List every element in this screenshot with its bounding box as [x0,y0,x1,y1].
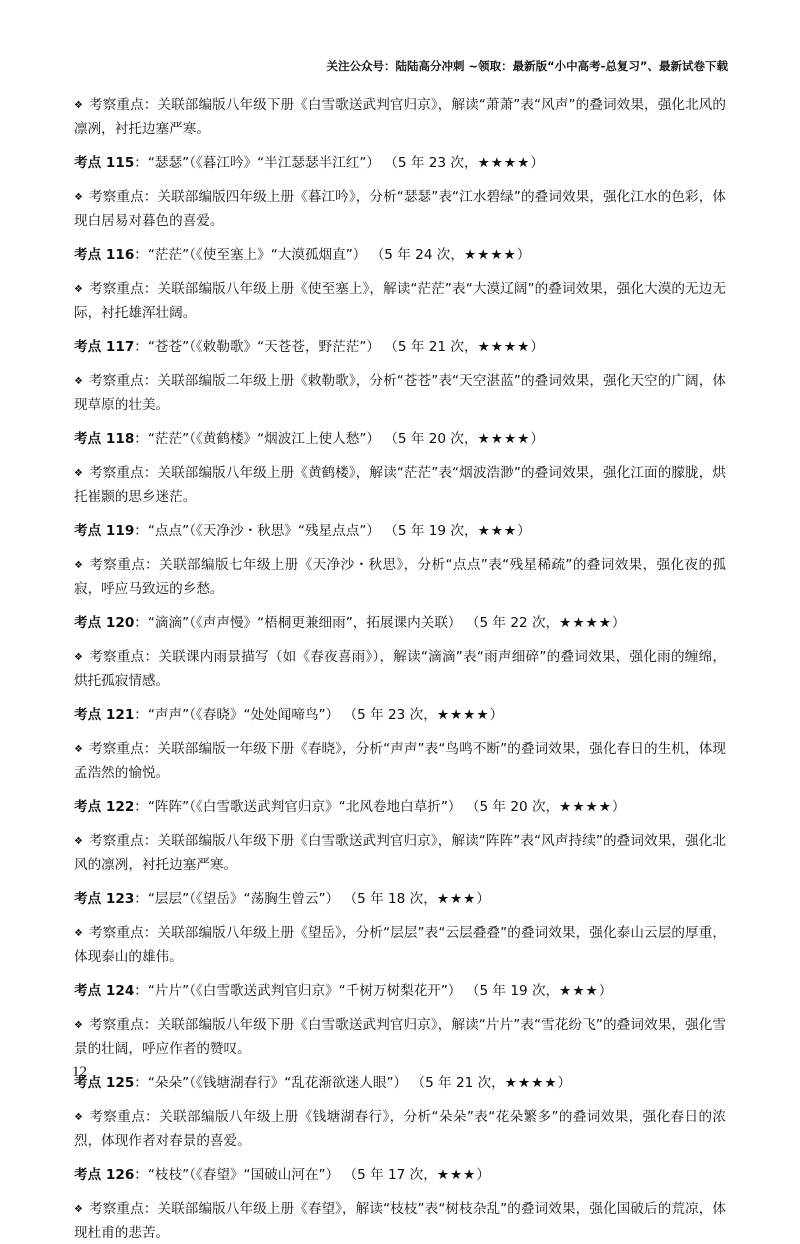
exam-point-list [74,152,726,1244]
star-rating: ★★★★ [464,247,517,263]
exam-point-frequency: （5 年 24 次， [370,247,464,263]
exam-focus-text: 考察重点：关联部编版七年级上册《天净沙・秋思》，分析“点点”表“残星稀疏”的叠词效果，强化夜的孤寂，呼应马致远的乡愁。 [74,557,727,597]
exam-point-heading [74,1164,726,1186]
exam-point-frequency: （5 年 20 次， [384,431,478,447]
exam-focus-text: 考察重点：关联部编版二年级上册《敕勒歌》，分析“苍苍”表“天空湛蓝”的叠词效果，强化天空的广阔，体现草原的壮美。 [74,373,726,413]
diamond-bullet-icon: ❖ [74,744,84,755]
exam-point-frequency: （5 年 23 次， [384,155,478,171]
exam-point-close: ） [476,891,490,907]
star-rating: ★★★★ [436,707,490,723]
exam-point-frequency: （5 年 21 次， [384,339,478,355]
exam-point-heading [74,612,726,634]
diamond-bullet-icon: ❖ [74,928,84,939]
exam-point-heading [74,1072,726,1094]
exam-focus-paragraph [74,554,726,600]
exam-point-close: ） [476,1167,490,1183]
diamond-bullet-icon: ❖ [74,192,84,203]
diamond-bullet-icon: ❖ [74,1112,84,1123]
exam-point-heading [74,244,726,266]
exam-focus-paragraph [74,830,726,876]
exam-point-heading [74,520,726,542]
exam-focus-text: 考察重点：关联部编版八年级上册《春望》，解读“枝枝”表“树枝杂乱”的叠词效果，强化国破后的荒凉，体现杜甫的悲苦。 [74,1201,726,1241]
exam-point-frequency: （5 年 19 次， [384,523,478,539]
page-number: 12 [72,1064,87,1080]
page-header: 关注公众号：陆陆高分冲刺 ~领取：最新版“小中高考-总复习”、最新试卷下载 [326,59,728,73]
exam-point-title: ：“滴滴”（《声声慢》“梧桐更兼细雨”，拓展课内关联） [134,615,462,631]
exam-point-title: ：“片片”（《白雪歌送武判官归京》“千树万树梨花开”） [134,983,462,999]
exam-point-id: 考点 126 [74,1167,135,1183]
exam-focus-paragraph [74,1014,726,1060]
exam-point-id: 考点 118 [74,431,135,447]
exam-focus-text: 考察重点：关联部编版八年级下册《白雪歌送武判官归京》，解读“阵阵”表“风声持续”的叠词效果，强化北风的凛冽，衬托边塞严寒。 [74,833,726,873]
exam-point-close: ） [611,799,626,815]
star-rating: ★★★★ [559,615,612,631]
exam-point-heading [74,428,726,450]
exam-focus-paragraph [74,462,726,508]
exam-point-close: ） [598,983,613,999]
diamond-bullet-icon: ❖ [74,468,84,479]
exam-point-close: ） [530,431,544,447]
exam-point-frequency: （5 年 21 次， [411,1075,505,1091]
diamond-bullet-icon: ❖ [74,560,84,571]
exam-point-close: ） [557,1075,572,1091]
star-rating: ★★★ [477,523,518,539]
diamond-bullet-icon: ❖ [74,1020,84,1031]
exam-point-title: ：“声声”（《春晓》“处处闻啼鸟”） [134,707,340,723]
exam-focus-text: 考察重点：关联部编版四年级上册《暮江吟》，分析“瑟瑟”表“江水碧绿”的叠词效果，强化江水的色彩，体现白居易对暮色的喜爱。 [74,189,726,229]
exam-point-close: ） [516,247,531,263]
exam-point-close: ） [489,707,504,723]
exam-point-title: ：“茫茫”（《使至塞上》“大漠孤烟直”） [134,247,367,263]
star-rating: ★★★★ [477,431,531,447]
exam-point-heading [74,888,726,910]
exam-focus-paragraph [74,738,726,784]
exam-focus-text: 考察重点：关联部编版八年级上册《黄鹤楼》，解读“茫茫”表“烟波浩渺”的叠词效果，强化江面的朦胧，烘托崔颢的思乡迷茫。 [74,465,726,505]
exam-point-title: ：“点点”（《天净沙・秋思》“残星点点”） [134,523,380,539]
star-rating: ★★★ [436,1167,477,1183]
exam-point-close: ） [517,523,531,539]
exam-point-frequency: （5 年 17 次， [343,1167,437,1183]
exam-point-close: ） [530,339,544,355]
exam-point-heading [74,336,726,358]
exam-point-frequency: （5 年 20 次， [465,799,560,815]
exam-point-heading [74,796,726,818]
exam-focus-paragraph [74,646,726,692]
exam-focus-text: 考察重点：关联部编版一年级下册《春晓》，分析“声声”表“鸟鸣不断”的叠词效果，强化春日的生机，体现孟浩然的愉悦。 [74,741,726,781]
exam-point-id: 考点 123 [74,891,135,907]
exam-point-frequency: （5 年 22 次， [465,615,560,631]
star-rating: ★★★★ [477,155,531,171]
star-rating: ★★★★ [504,1075,558,1091]
diamond-bullet-icon: ❖ [74,652,84,663]
diamond-bullet-icon: ❖ [74,1204,84,1215]
exam-point-title: ：“茫茫”（《黄鹤楼》“烟波江上使人愁”） [134,431,380,447]
star-rating: ★★★★ [477,339,531,355]
exam-focus-text: 考察重点：关联部编版八年级上册《望岳》，分析“层层”表“云层叠叠”的叠词效果，强化泰山云层的厚重，体现泰山的雄伟。 [74,925,726,965]
exam-point-id: 考点 116 [74,247,135,263]
exam-focus-text: 考察重点：关联部编版八年级上册《使至塞上》，解读“茫茫”表“大漠辽阔”的叠词效果，强化大漠的无边无际，衬托雄浑壮阔。 [74,281,726,321]
exam-point-id: 考点 122 [74,799,135,815]
exam-point-title: ：“阵阵”（《白雪歌送武判官归京》“北风卷地白草折”） [134,799,462,815]
exam-point-id: 考点 125 [74,1075,135,1091]
exam-point-frequency: （5 年 19 次， [465,983,560,999]
diamond-bullet-icon: ❖ [74,284,84,295]
exam-point-id: 考点 115 [74,155,135,171]
exam-point-id: 考点 119 [74,523,135,539]
star-rating: ★★★★ [559,799,612,815]
exam-point-heading [74,704,726,726]
star-rating: ★★★ [559,983,599,999]
exam-focus-text: 考察重点：关联部编版八年级下册《白雪歌送武判官归京》，解读“萧萧”表“风声”的叠词效果，强化北风的凛冽，衬托边塞严寒。 [74,97,726,137]
exam-point-heading [74,152,726,174]
exam-focus-paragraph [74,278,726,324]
exam-point-title: ：“枝枝”（《春望》“国破山河在”） [134,1167,340,1183]
exam-point-heading [74,980,726,1002]
exam-point-id: 考点 120 [74,615,135,631]
exam-point-title: ：“苍苍”（《敕勒歌》“天苍苍，野茫茫”） [134,339,380,355]
exam-point-title: ：“朵朵”（《钱塘湖春行》“乱花渐欲迷人眼”） [134,1075,408,1091]
exam-point-frequency: （5 年 18 次， [343,891,437,907]
exam-focus-paragraph [74,922,726,968]
exam-focus-text: 考察重点：关联部编版八年级下册《白雪歌送武判官归京》，解读“片片”表“雪花纷飞”的叠词效果，强化雪景的壮阔，呼应作者的赞叹。 [74,1017,726,1057]
exam-focus-paragraph [74,370,726,416]
exam-focus-text: 考察重点：关联部编版八年级上册《钱塘湖春行》，分析“朵朵”表“花朵繁多”的叠词效果，强化春日的浓烈，体现作者对春景的喜爱。 [74,1109,727,1149]
exam-point-title: ：“层层”（《望岳》“荡胸生曾云”） [134,891,340,907]
exam-point-title: ：“瑟瑟”（《暮江吟》“半江瑟瑟半江红”） [134,155,380,171]
exam-focus-text: 考察重点：关联课内雨景描写（如《春夜喜雨》），解读“滴滴”表“雨声细碎”的叠词效果，强化雨的缠绵，烘托孤寂情感。 [74,649,726,689]
diamond-bullet-icon: ❖ [74,376,84,387]
exam-point-frequency: （5 年 23 次， [343,707,437,723]
exam-focus-paragraph [74,186,726,232]
exam-focus-paragraph [74,94,726,140]
exam-point-close: ） [530,155,544,171]
diamond-bullet-icon: ❖ [74,836,84,847]
exam-focus-paragraph [74,1198,726,1244]
exam-point-close: ） [611,615,626,631]
exam-point-id: 考点 121 [74,707,135,723]
exam-point-id: 考点 117 [74,339,135,355]
document-body [74,94,726,1244]
star-rating: ★★★ [436,891,477,907]
exam-point-id: 考点 124 [74,983,135,999]
diamond-bullet-icon: ❖ [74,100,84,111]
exam-focus-paragraph [74,1106,726,1152]
